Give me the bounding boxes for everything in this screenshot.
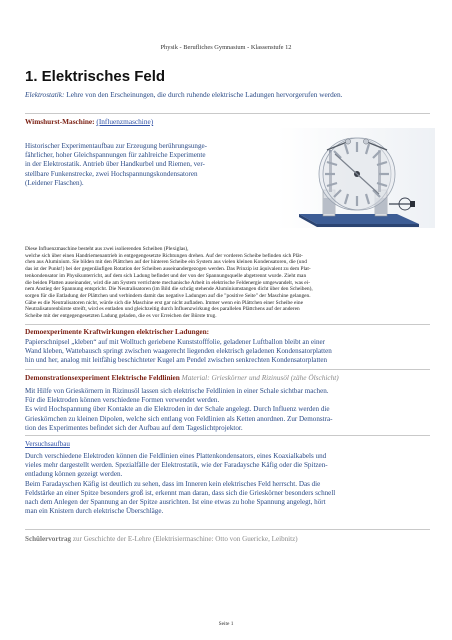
schuelervortrag-line: [25, 535, 298, 543]
versuchsaufbau-line: vieles mehr dargestellt werden. Spezialfälle der Elektrostatik, wie der Faradaysche Käfig oder die Spitzen-: [25, 461, 328, 470]
demo2-line: Für die Elektroden können verschiedene Formen verwendet werden.: [25, 396, 220, 405]
page-number: Seite 1: [218, 621, 234, 627]
wimshurst-line: (Leidener Flaschen).: [25, 178, 84, 187]
intro-label: Elektrostatik:: [25, 90, 65, 99]
divider: [25, 369, 430, 370]
intro-text: Lehre von den Erscheinungen, die durch ruhende elektrische Ladungen hervorgerufen werden.: [64, 90, 343, 99]
versuchsaufbau-text: [25, 452, 430, 516]
detail-line: Neutralisatorenbürste streift, wird es entladen und gleichzeitig durch Influenzwirkung des parallelen Plättchens auf der anderen: [25, 306, 300, 313]
intro-definition: [25, 90, 430, 99]
detail-line: Diese Influenzmaschine besteht aus zwei isolierenden Scheiben (Plexiglas),: [25, 246, 189, 252]
versuchsaufbau-line: man ein Knistern durch elektrische Überschläge.: [25, 507, 164, 516]
demo2-line: Es wird Hochspannung über Kontakte an die Elektroden in der Schale angelegt. Durch Influenz werden die: [25, 405, 330, 414]
detail-line: tenkondensator im Physikunterricht, auf dem sich Ladung befindet und der von der Spannungsquelle abgetrennt wurde. Zieht man: [25, 272, 307, 279]
versuchsaufbau-line: Feldstärke an einer Spitze besonders groß ist, erkennt man daran, dass sich die Grieskörner besonders schnell: [25, 488, 336, 497]
schuelervortrag-label: Schülervortrag: [25, 535, 72, 543]
divider: [25, 324, 430, 325]
wimshurst-line: stellbare Funkenstrecke, zwei Hochspannungskondensatoren: [25, 169, 198, 178]
demo1-line: hin und her, analog mit leitfähig beschichteter Kugel am Pendel zwischen senkrechten Kondensatorplatten: [25, 356, 328, 365]
versuchsaufbau-line: Beim Faradayschen Käfig ist deutlich zu sehen, dass im Inneren kein elektrisches Feld herrscht. Das die: [25, 479, 321, 488]
wimshurst-line: in der Elektrostatik. Antrieb über Handkurbel und Riemen, ver-: [25, 160, 205, 169]
versuchsaufbau-line: nach dem Anlegen der Spannung an der Spitze ausrichten. Ist eine etwas zu hohe Spannung angelegt, hört: [25, 498, 326, 507]
wimshurst-description: [25, 142, 275, 188]
divider: [25, 435, 430, 436]
wimshurst-heading-text: Wimshurst-Maschine:: [25, 117, 95, 126]
wimshurst-line: fährlicher, hoher Gleichspannungen für zahlreiche Experimente: [25, 151, 206, 160]
demo2-line: tion des Experimentes befindet sich der Aufbau auf dem Tageslichtprojektor.: [25, 423, 243, 432]
schuelervortrag-text: zur Geschichte der E-Lehre (Elektrisiermaschine: Otto von Guericke, Leibnitz): [71, 535, 298, 543]
versuchsaufbau-line: Durch verschiedene Elektroden können die Feldlinien eines Plattenkondensators, eines Koaxialkabels und: [25, 452, 327, 460]
page-title: 1. Elektrisches Feld: [25, 68, 166, 85]
demo2-line: Grieskörnchen zu kleinen Dipolen, welche sich entlang von Feldlinien als Ketten anordnen. Zur Demonstra-: [25, 414, 333, 423]
detail-line: das ist der Punkt!) bei der gegenläufigen Rotation der Scheiben auseinandergezogen werden. Das Prinzip ist äquivalent zu dem Plat-: [25, 266, 311, 273]
demo2-heading-text: Demonstrationsexperiment Elektrische Feldlinien: [25, 373, 180, 382]
wimshurst-line: Historischer Experimentaufbau zur Erzeugung berührungsunge-: [25, 142, 208, 150]
demo2-material-note: Material: Grieskörner und Rizinusöl (zähe Ölschicht): [179, 373, 339, 382]
divider: [25, 113, 430, 114]
detail-line: nem Anstieg der Spannung entspricht. Die Neutralisatoren (im Bild die schräg stehende Aluminiumstangen dicht über den Scheiben),: [25, 286, 313, 293]
divider: [25, 529, 430, 530]
detail-line: Gäbe es die Neutralisatoren nicht, würde sich die Maschine erst gar nicht aufladen. Immer wenn ein Plättchen einer Scheibe eine: [25, 299, 303, 306]
detail-line: Scheibe mit der entgegengesetzten Ladung geladen, die es vor Erreichen der Bürste trug.: [25, 313, 217, 320]
demo1-heading: Demoexperimente Kraftwirkungen elektrischer Ladungen:: [25, 327, 210, 336]
wimshurst-heading: [25, 117, 153, 126]
demo1-text: [25, 338, 430, 366]
versuchsaufbau-line: entladung können gezeigt werden.: [25, 470, 123, 479]
detail-line: welche sich über einen Handriemenantrieb in entgegengesetzte Richtungen drehen. Auf der vorderen Scheibe befinden sich Plät-: [25, 252, 303, 259]
demo2-heading: [25, 373, 339, 382]
detail-line: die beiden Platten auseinander, wird die am System verrichtete mechanische Arbeit in elektrische Feldenergie umgewandelt, was ei-: [25, 279, 310, 286]
detail-line: chen aus Aluminium. Sie bilden mit den Plättchen auf der hinteren Scheibe ein System aus vielen kleinen Kondensatoren, die (und: [25, 259, 307, 266]
influenzmaschine-link[interactable]: (Influenzmaschine): [96, 117, 154, 126]
demo1-line: Papierschnipsel „kleben“ auf mit Wolltuch geriebene Kunststofffolie, geladener Luftballon bleibt an einer: [25, 338, 326, 346]
detail-line: sorgen für die Entladung der Plättchen und verbindern damit das negative Ladungen auf die "positive Seite" der Maschine gelangen.: [25, 292, 311, 299]
versuchsaufbau-link[interactable]: Versuchsaufbau: [25, 440, 70, 448]
running-head: Physik - Berufliches Gymnasium - Klassenstufe 12: [160, 44, 292, 51]
demo2-text: [25, 387, 430, 433]
demo1-line: Wand kleben, Wattebausch springt zwischen waagerecht liegenden elektrisch geladenen Kondensatorplatten: [25, 347, 332, 356]
wimshurst-machine-photo: [277, 128, 435, 228]
wimshurst-detail: [25, 246, 430, 320]
demo2-line: Mit Hilfe von Grieskörnern in Rizinusöl lassen sich elektrische Feldlinien in einer Schale sichtbar machen.: [25, 387, 329, 395]
